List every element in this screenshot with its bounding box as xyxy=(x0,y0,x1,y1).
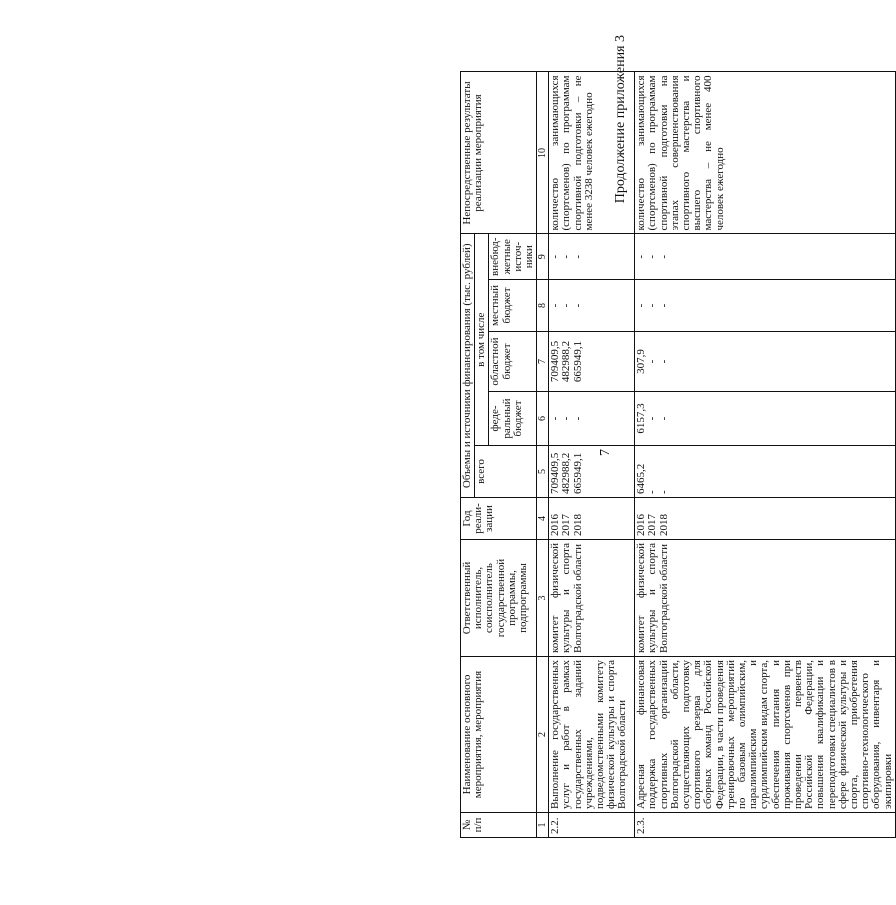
row-number: 2.3. xyxy=(635,813,896,838)
total-value: 482988,2 xyxy=(560,452,573,494)
regional-value: 482988,2 xyxy=(560,340,573,383)
regional-value: 709409,5 xyxy=(549,340,562,383)
column-number: 2 xyxy=(537,657,549,813)
local-value: - xyxy=(560,303,573,308)
federal-value: 6157,3 xyxy=(635,403,648,434)
column-number-row xyxy=(537,72,549,838)
total-cell xyxy=(635,446,896,498)
column-number: 3 xyxy=(537,540,549,657)
executor: комитет физической культуры и спорта Волгоградской области xyxy=(549,540,635,657)
measure-name: Выполнение государственных услуг и работ в рамках государственных заданий учреждениями, подведомственными комитету физической культуры и спорта Волгоградской области xyxy=(549,657,635,813)
regional-value: 307,9 xyxy=(635,349,648,374)
local-value: - xyxy=(571,303,584,308)
extrabudget-value: - xyxy=(571,254,584,259)
local-value: - xyxy=(646,303,659,308)
column-number: 9 xyxy=(537,234,549,280)
total-value: 709409,5 xyxy=(549,452,562,494)
local-value: - xyxy=(635,303,648,308)
year-value: 2017 xyxy=(560,514,573,536)
header-extrabudget: внебюд-жетные источ-ники xyxy=(489,234,537,280)
page-number: 7 xyxy=(598,449,613,456)
total-value: 665949,1 xyxy=(571,452,584,494)
federal-value: - xyxy=(657,416,670,421)
extrabudget-value: - xyxy=(657,254,670,259)
extrabudget-cell xyxy=(635,234,896,280)
year-value: 2017 xyxy=(646,514,659,536)
extrabudget-value: - xyxy=(560,254,573,259)
header-executor: Ответственный исполнитель, соисполнитель государственной программы, подпрограммы xyxy=(461,540,537,657)
total-value: - xyxy=(646,490,659,494)
federal-value: - xyxy=(571,416,584,421)
header-federal: феде-ральный бюджет xyxy=(489,392,537,446)
years-cell xyxy=(549,498,635,540)
result: количество занимающихся (спортсменов) по программам спортивной подготовки – не менее 3238 человек ежегодно xyxy=(549,72,635,234)
year-value: 2018 xyxy=(657,514,670,536)
table-row xyxy=(635,72,896,838)
local-cell xyxy=(635,280,896,332)
column-number: 7 xyxy=(537,332,549,392)
column-number: 5 xyxy=(537,446,549,498)
local-value: - xyxy=(549,303,562,308)
row-number: 2.2. xyxy=(549,813,635,838)
header-row-1 xyxy=(461,72,475,838)
year-value: 2018 xyxy=(571,514,584,536)
header-local: местный бюджет xyxy=(489,280,537,332)
year-value: 2016 xyxy=(635,514,648,536)
regional-value: 665949,1 xyxy=(571,340,584,383)
column-number: 1 xyxy=(537,813,549,838)
year-value: 2016 xyxy=(549,514,562,536)
federal-cell xyxy=(635,392,896,446)
column-number: 6 xyxy=(537,392,549,446)
column-number: 8 xyxy=(537,280,549,332)
header-name: Наименование основного мероприятия, мероприятия xyxy=(461,657,537,813)
local-value: - xyxy=(657,303,670,308)
local-cell xyxy=(549,280,635,332)
total-value: - xyxy=(657,490,670,494)
continuation-title: Продолжение приложения 3 xyxy=(613,35,628,204)
header-regional: областной бюджет xyxy=(489,332,537,392)
header-funding: Объемы и источники финансирования (тыс. рублей) xyxy=(461,234,475,498)
measure-name: Адресная финансовая поддержка государственных спортивных организаций Волгоградской области, осуществляющих подготовку спортивного резерва для сборных команд Российской Федерации, в части проведения тренировочных мероприятий по базовым олимпийским, паралимпийским и сурдлимпийским видам спорта, обеспечения питания и проживания спортсменов при проведении первенств Российской Федерации, повышения квалификации и переподготовки специалистов в сфере физической культуры и спорта, приобретения спортивно-технологического оборудования, инвентаря и экипировки xyxy=(635,657,896,813)
federal-value: - xyxy=(549,416,562,421)
header-results: Непосредственные результаты реализации мероприятия xyxy=(461,72,537,234)
header-total: всего xyxy=(475,446,537,498)
column-number: 10 xyxy=(537,72,549,234)
federal-value: - xyxy=(560,416,573,421)
regional-value: - xyxy=(646,359,659,364)
extrabudget-value: - xyxy=(635,254,648,259)
total-value: 6465,2 xyxy=(635,463,648,494)
years-cell xyxy=(635,498,896,540)
financing-table xyxy=(460,71,896,838)
federal-cell xyxy=(549,392,635,446)
column-number: 4 xyxy=(537,498,549,540)
extrabudget-value: - xyxy=(549,254,562,259)
header-year: Год реали-зации xyxy=(461,498,537,540)
header-num: № п/п xyxy=(461,813,537,838)
extrabudget-value: - xyxy=(646,254,659,259)
result: количество занимающихся (спортсменов) по программам спортивной подготовки на этапах совершенствования спортивного мастерства и высшего спортивного мастерства – не менее 400 человек ежегодно xyxy=(635,72,896,234)
regional-cell xyxy=(635,332,896,392)
federal-value: - xyxy=(646,416,659,421)
header-including: в том числе xyxy=(475,234,489,446)
table-row xyxy=(549,72,635,838)
extrabudget-cell xyxy=(549,234,635,280)
regional-cell xyxy=(549,332,635,392)
regional-value: - xyxy=(657,359,670,364)
total-cell xyxy=(549,446,635,498)
executor: комитет физической культуры и спорта Волгоградской области xyxy=(635,540,896,657)
